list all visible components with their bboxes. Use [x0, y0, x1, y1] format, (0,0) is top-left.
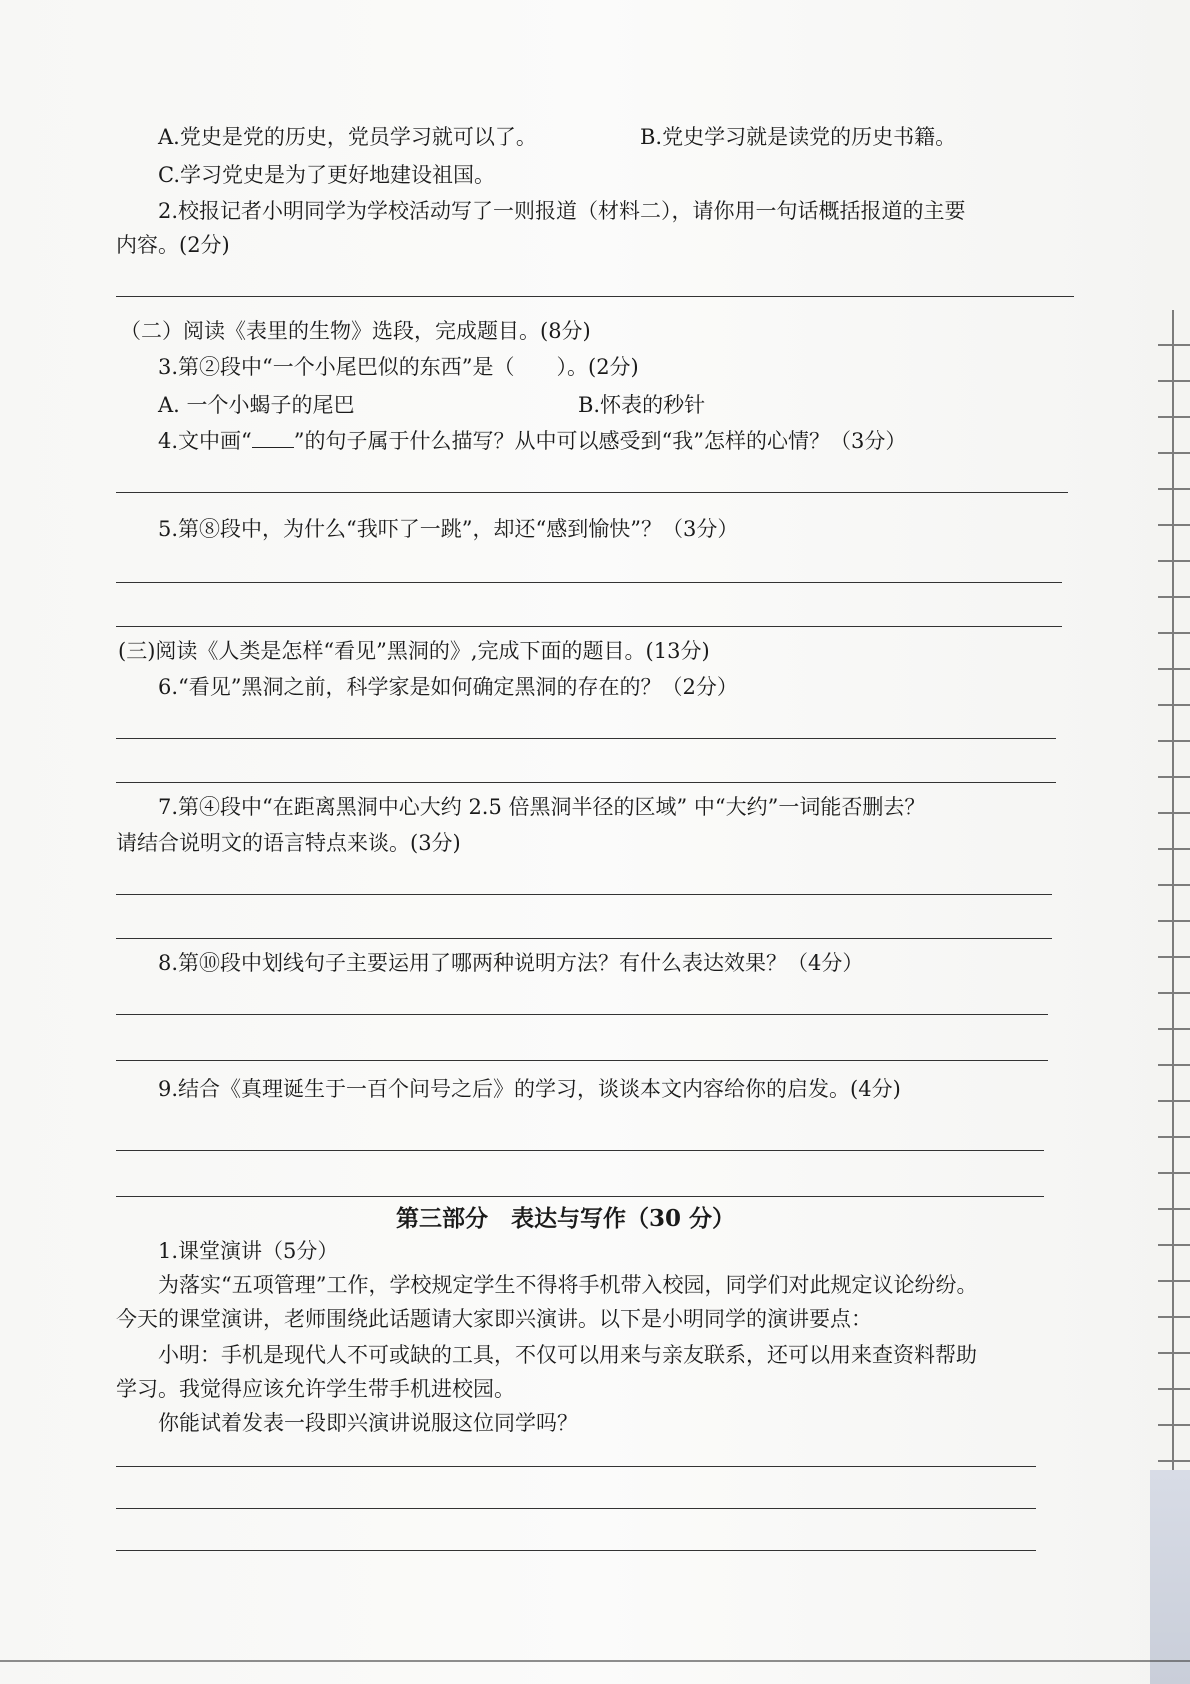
q3-option-b: B.怀表的秒针 [578, 393, 706, 417]
writing-q1-para1-line1: 为落实“五项管理”工作，学校规定学生不得将手机带入校园，同学们对此规定议论纷纷。 [158, 1273, 978, 1297]
answer-line-writing-3[interactable] [116, 1550, 1036, 1551]
answer-line-q5-1[interactable] [116, 582, 1062, 583]
q5-text: 5.第⑧段中，为什么“我吓了一跳”，却还“感到愉快”？（3分） [158, 517, 739, 541]
answer-line-q9-2[interactable] [116, 1196, 1044, 1197]
answer-line-q5-2[interactable] [116, 626, 1062, 627]
writing-q1-para1-line2: 今天的课堂演讲，老师围绕此话题请大家即兴演讲。以下是小明同学的演讲要点： [116, 1307, 872, 1331]
q2-text-line2: 内容。(2分) [116, 233, 230, 257]
q3-option-a: A. 一个小蝎子的尾巴 [158, 393, 355, 417]
q3-text: 3.第②段中“一个小尾巴似的东西”是（ ）。(2分) [158, 355, 639, 379]
writing-q1-para2-line2: 学习。我觉得应该允许学生带手机进校园。 [116, 1377, 515, 1401]
q6-text: 6.“看见”黑洞之前，科学家是如何确定黑洞的存在的？（2分） [158, 675, 738, 699]
q1-option-c: C.学习党史是为了更好地建设祖国。 [158, 163, 495, 187]
answer-line-q7-1[interactable] [116, 894, 1052, 895]
q2-text-line1: 2.校报记者小明同学为学校活动写了一则报道（材料二），请你用一句话概括报道的主要 [158, 199, 966, 223]
section-3-title: (三)阅读《人类是怎样“看见”黑洞的》,完成下面的题目。(13分) [118, 639, 710, 663]
answer-line-q7-2[interactable] [116, 938, 1052, 939]
page-bottom-edge [0, 1660, 1190, 1662]
writing-q1-para3: 你能试着发表一段即兴演讲说服这位同学吗？ [158, 1411, 578, 1435]
answer-line-q2[interactable] [116, 296, 1074, 297]
part-3-title: 第三部分 表达与写作（30 分） [396, 1205, 736, 1232]
q7-text-line2: 请结合说明文的语言特点来谈。(3分) [116, 831, 461, 855]
section-2-title: （二）阅读《表里的生物》选段，完成题目。(8分) [120, 319, 591, 343]
notebook-grid-edge [1158, 310, 1190, 1590]
writing-q1-title: 1.课堂演讲（5分） [158, 1239, 339, 1263]
answer-line-q9-1[interactable] [116, 1150, 1044, 1151]
q4-text-pre: 4.文中画“ [158, 429, 252, 453]
q1-option-b: B.党史学习就是读党的历史书籍。 [640, 125, 957, 149]
answer-line-writing-2[interactable] [116, 1508, 1036, 1509]
answer-line-q8-2[interactable] [116, 1060, 1048, 1061]
q9-text: 9.结合《真理诞生于一百个问号之后》的学习，谈谈本文内容给你的启发。(4分) [158, 1077, 901, 1101]
answer-line-writing-1[interactable] [116, 1466, 1036, 1467]
page-edge-shadow [1150, 1470, 1190, 1684]
q1-option-a: A.党史是党的历史，党员学习就可以了。 [158, 125, 537, 149]
q8-text: 8.第⑩段中划线句子主要运用了哪两种说明方法？有什么表达效果？（4分） [158, 951, 864, 975]
q7-text-line1: 7.第④段中“在距离黑洞中心大约 2.5 倍黑洞半径的区域” 中“大约”一词能否删去？ [158, 795, 926, 819]
writing-q1-para2-line1: 小明：手机是现代人不可或缺的工具，不仅可以用来与亲友联系，还可以用来查资料帮助 [158, 1343, 977, 1367]
q4-text [158, 426, 906, 456]
q4-underline-mark [252, 429, 294, 448]
answer-line-q4[interactable] [116, 492, 1068, 493]
q4-text-post: ”的句子属于什么描写？从中可以感受到“我”怎样的心情？（3分） [293, 429, 907, 453]
answer-line-q6-2[interactable] [116, 782, 1056, 783]
answer-line-q8-1[interactable] [116, 1014, 1048, 1015]
answer-line-q6-1[interactable] [116, 738, 1056, 739]
